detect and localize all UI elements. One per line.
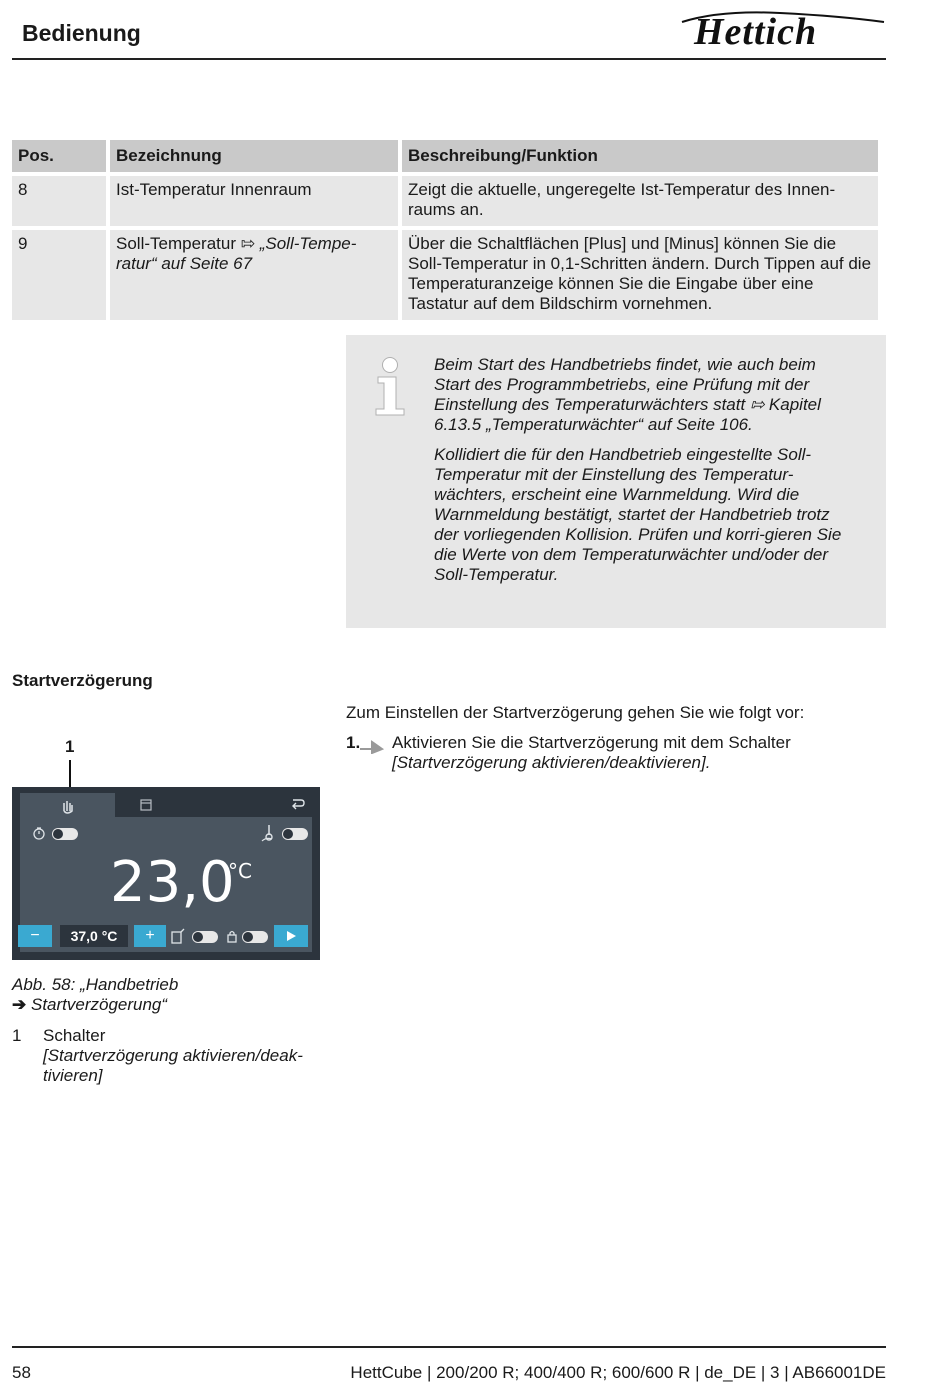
table-row: [12, 230, 878, 320]
link-arrow-icon: ⇰: [749, 395, 765, 414]
back-icon[interactable]: [290, 797, 306, 811]
info-note-box: [346, 335, 886, 628]
step-arrow-icon: [360, 740, 384, 754]
door-icon: [170, 927, 186, 945]
plus-button[interactable]: +: [134, 925, 166, 947]
program-icon[interactable]: [140, 799, 152, 811]
note-paragraph: Kollidiert die für den Handbetrieb eingestellte Soll-Temperatur mit der Einstellung des Temperatur-wächters, erscheint eine Warnmeldung. Wird die Warnmeldung bestätigt, startet der Handbetrieb trotz der vorliegenden Kollision. Prüfen und korri-gieren Sie die Werte von dem Temperaturwächter und/oder der Soll-Temperatur.: [434, 445, 842, 584]
hettich-logo: [680, 4, 886, 48]
page-header-title: Bedienung: [22, 20, 141, 46]
step-text: [392, 733, 872, 773]
svg-text:Hettich: Hettich: [694, 11, 818, 48]
document-info: HettCube | 200/200 R; 400/400 R; 600/600 R | de_DE | 3 | AB66001DE: [350, 1363, 886, 1382]
hand-icon: [20, 793, 115, 817]
caption-line: Abb. 58: „Handbetrieb: [12, 975, 179, 994]
caption-text: Startverzögerung“: [30, 995, 168, 1014]
legend-text: [43, 1026, 333, 1086]
table-cell-desc: Über die Schaltflächen [Plus] und [Minus] können Sie die Soll-Temperatur in 0,1-Schritten ändern. Durch Tippen auf die Temperaturanzeige können Sie die Eingabe über eine Tastatur auf dem Bildschirm vornehmen.: [402, 230, 878, 320]
lock-toggle[interactable]: [242, 931, 268, 943]
table-header-row: [12, 140, 878, 172]
section-title: Startverzögerung: [12, 671, 153, 690]
step-text-line: Aktivieren Sie die Startverzögerung mit dem Schalter: [392, 733, 791, 752]
step-text-switch: [Startverzögerung aktivieren/deaktivieren].: [392, 753, 711, 772]
link-arrow-icon: ⇰: [240, 234, 255, 253]
table-row: [12, 176, 878, 226]
table-header: Beschreibung/Funktion: [402, 140, 878, 172]
table-cell-name: Ist-Temperatur Innenraum: [110, 176, 398, 226]
callout-number: 1: [65, 737, 75, 756]
table-cell-pos: 9: [12, 230, 106, 320]
arrow-right-icon: ➔: [12, 995, 27, 1014]
table-header: Pos.: [12, 140, 106, 172]
minus-button[interactable]: −: [18, 925, 52, 947]
setpoint-display[interactable]: 37,0 °C: [60, 925, 128, 947]
table-header: Bezeichnung: [110, 140, 398, 172]
note-paragraph: [434, 355, 854, 435]
play-icon: [274, 925, 308, 947]
device-screen: [12, 787, 320, 960]
temperature-monitor-toggle[interactable]: [282, 828, 308, 840]
step-number: 1.: [346, 733, 361, 752]
tab-manual[interactable]: [20, 793, 115, 817]
start-button[interactable]: [274, 925, 308, 947]
table-cell-pos: 8: [12, 176, 106, 226]
start-delay-toggle[interactable]: [52, 828, 78, 840]
caption-line: [12, 995, 178, 1015]
header-rule: [12, 58, 886, 60]
thermometer-hand-icon: [260, 823, 278, 843]
legend-switch: [Startverzögerung aktivieren/deak-tivieren]: [43, 1046, 303, 1085]
screen-content: [20, 817, 312, 952]
timer-icon: [32, 826, 46, 840]
cross-reference-link[interactable]: Kapitel 6.13.5 „Temperaturwächter“ auf Seite 106.: [434, 395, 821, 434]
footer-rule: [12, 1346, 886, 1348]
note-text: Beim Start des Handbetriebs findet, wie auch beim Start des Programmbetriebs, eine Prüfung mit der Einstellung des Temperaturwächters statt: [434, 355, 816, 414]
lock-icon: [226, 929, 238, 943]
legend-label: Schalter: [43, 1026, 106, 1045]
intro-text: Zum Einstellen der Startverzögerung gehen Sie wie folgt vor:: [346, 703, 805, 722]
position-table: [8, 136, 882, 324]
door-toggle[interactable]: [192, 931, 218, 943]
actual-temperature-display[interactable]: 23,0: [110, 850, 235, 915]
cross-reference-link[interactable]: „Soll-Tempe-ratur“ auf Seite 67: [116, 234, 357, 273]
info-icon: [372, 357, 408, 419]
temperature-unit: °C: [228, 859, 252, 883]
table-cell-name-text: Soll-Temperatur: [116, 234, 236, 253]
table-cell-desc: Zeigt die aktuelle, ungeregelte Ist-Temperatur des Innen-raums an.: [402, 176, 878, 226]
page-number: 58: [12, 1363, 31, 1382]
table-cell-name: [110, 230, 398, 320]
legend-number: 1: [12, 1026, 22, 1045]
figure-caption: [12, 975, 178, 1015]
